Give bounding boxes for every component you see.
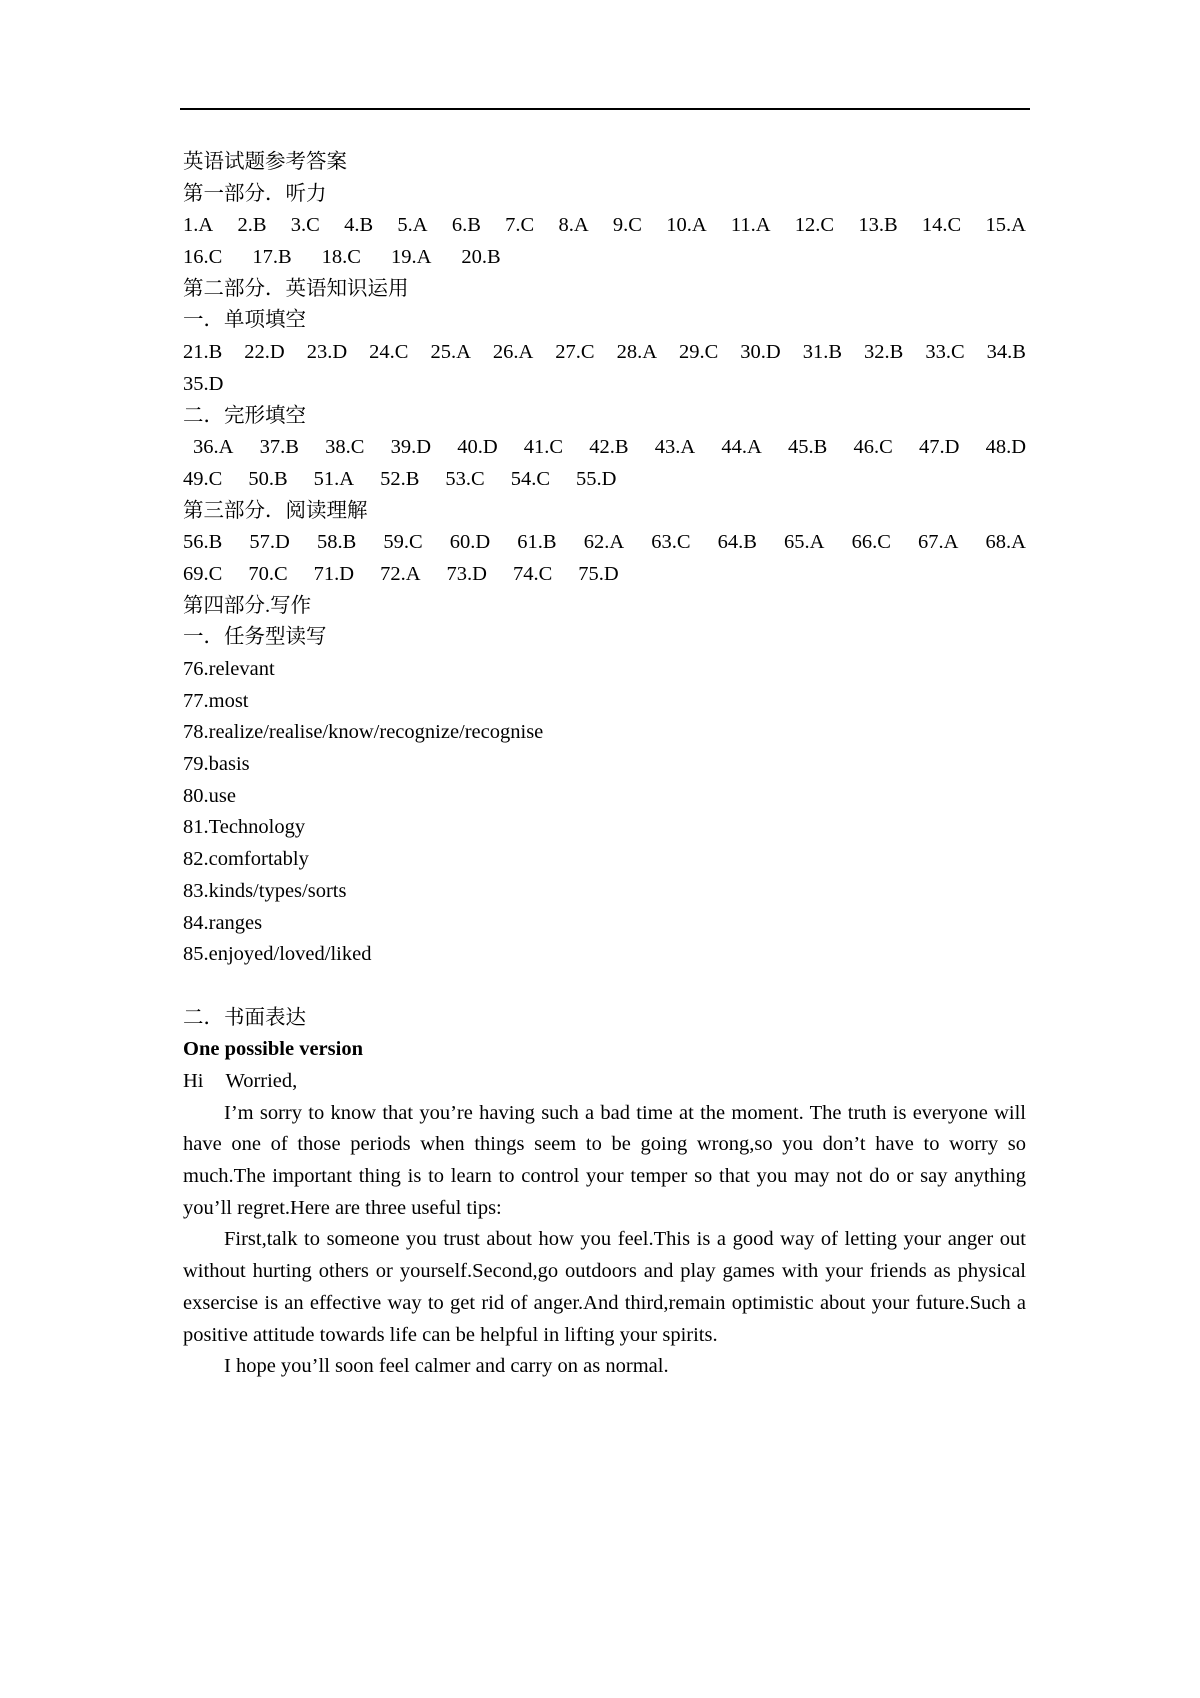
answer-item: 13.B — [858, 214, 898, 237]
answer-key-document — [183, 147, 1026, 1383]
part2-sec2-heading: 二．完形填空 — [183, 404, 306, 427]
answer-item: 4.B — [344, 214, 374, 237]
task-answer-item: 83.kinds/types/sorts — [183, 879, 347, 902]
answer-item: 17.B — [252, 246, 292, 269]
answer-item: 31.B — [802, 341, 843, 364]
answer-item: 34.B — [986, 341, 1026, 364]
answer-item: 29.C — [679, 341, 719, 364]
answer-item: 74.C — [512, 562, 553, 585]
answer-item: 8.A — [558, 214, 589, 237]
answer-item: 20.B — [461, 246, 501, 269]
answer-item: 56.B — [183, 531, 223, 554]
part3-heading: 第三部分．阅读理解 — [183, 499, 368, 522]
answer-item: 2.B — [237, 214, 267, 237]
answer-item: 62.A — [583, 531, 625, 554]
answer-item: 57.D — [249, 531, 290, 554]
answer-item: 61.B — [517, 531, 557, 554]
part3-answers-row1 — [183, 527, 1026, 559]
answer-item: 63.C — [651, 531, 691, 554]
part1-answers-row1 — [183, 210, 1026, 242]
answer-item: 47.D — [918, 436, 960, 459]
answer-item: 37.B — [259, 436, 299, 459]
letter-paragraph: I’m sorry to know that you’re having such a bad time at the moment. The truth is everyone will have one of those periods when things seem to be going wrong,so you don’t have to worry so much.The important thing is to learn to control your temper so that you may not do or say anything you’ll regret.Here are three useful tips: — [183, 1101, 1026, 1219]
answer-item: 53.C — [445, 467, 485, 490]
answer-item: 25.A — [430, 341, 471, 364]
answer-item: 21.B — [183, 341, 223, 364]
answer-item: 18.C — [321, 246, 361, 269]
answer-item: 5.A — [397, 214, 428, 237]
answer-item: 38.C — [325, 436, 365, 459]
blank-line — [183, 971, 1026, 1003]
answer-item: 36.A — [193, 436, 234, 459]
answer-item: 14.C — [921, 214, 962, 237]
task-answer-item: 79.basis — [183, 753, 250, 776]
answer-item: 69.C — [183, 562, 223, 585]
answer-item: 19.A — [390, 246, 432, 269]
answer-item: 55.D — [576, 467, 617, 490]
answer-item: 49.C — [183, 467, 223, 490]
answer-item: 41.C — [523, 436, 564, 459]
answer-item: 64.B — [717, 531, 757, 554]
part2-heading: 第二部分．英语知识运用 — [183, 277, 409, 300]
answer-item: 43.A — [654, 436, 696, 459]
task-answer-item: 84.ranges — [183, 911, 263, 934]
answer-item: 68.A — [985, 531, 1026, 554]
answer-item: 30.D — [740, 341, 781, 364]
part2-sec1-heading: 一．单项填空 — [183, 309, 306, 332]
answer-item: 59.C — [383, 531, 423, 554]
answer-item: 33.C — [925, 341, 965, 364]
task-answer-item: 81.Technology — [183, 816, 306, 839]
answer-item: 44.A — [721, 436, 762, 459]
part2-sec2-answers-row1 — [183, 432, 1026, 464]
answer-item: 51.A — [313, 467, 355, 490]
letter-greeting — [183, 1066, 1026, 1098]
answer-item: 48.D — [985, 436, 1026, 459]
answer-item: 50.B — [248, 467, 288, 490]
answer-item: 24.C — [369, 341, 409, 364]
answer-item: 72.A — [380, 562, 421, 585]
answer-item: 7.C — [505, 214, 535, 237]
letter-paragraph: I hope you’ll soon feel calmer and carry on as normal. — [224, 1355, 669, 1378]
answer-item: 27.C — [555, 341, 595, 364]
part4-sec1-heading: 一．任务型读写 — [183, 626, 327, 649]
answer-item: 73.D — [446, 562, 487, 585]
part4-sec2-heading: 二．书面表达 — [183, 1006, 306, 1029]
part2-sec1-answers-row2 — [183, 369, 1026, 401]
answer-item: 23.D — [306, 341, 348, 364]
task-answer-item: 77.most — [183, 689, 249, 712]
answer-item: 40.D — [457, 436, 498, 459]
answer-item: 45.B — [787, 436, 828, 459]
task-answer-item: 80.use — [183, 784, 236, 807]
header-rule — [180, 108, 1030, 110]
task-answer-item: 76.relevant — [183, 658, 275, 680]
answer-item: 1.A — [183, 214, 214, 237]
answer-item: 75.D — [578, 562, 619, 585]
part3-answers-row2 — [183, 559, 1026, 591]
answer-item: 58.B — [316, 531, 357, 554]
answer-item: 70.C — [248, 562, 288, 585]
part2-sec2-answers-row2 — [183, 464, 1026, 496]
answer-item: 66.C — [851, 531, 891, 554]
answer-item: 67.A — [917, 531, 959, 554]
task-answer-item: 85.enjoyed/loved/liked — [183, 943, 372, 966]
task-reading-answers — [183, 654, 1026, 971]
answer-item: 9.C — [612, 214, 642, 237]
answer-item: 11.A — [730, 214, 771, 237]
answer-item: 16.C — [183, 246, 223, 269]
answer-item: 22.D — [244, 341, 285, 364]
task-answer-item: 78.realize/realise/know/recognize/recognise — [183, 721, 544, 744]
answer-item: 26.A — [492, 341, 534, 364]
answer-item: 42.B — [589, 436, 629, 459]
letter-body — [183, 1098, 1026, 1383]
document-title: 英语试题参考答案 — [183, 151, 347, 173]
answer-item: 46.C — [853, 436, 893, 459]
answer-item: 60.D — [449, 531, 491, 554]
version-label: One possible version — [183, 1038, 363, 1061]
answer-item: 39.D — [390, 436, 432, 459]
greeting-name: Worried, — [225, 1069, 298, 1092]
greeting-hi: Hi — [183, 1069, 204, 1092]
answer-item: 28.A — [616, 341, 658, 364]
part2-sec1-answers-row1 — [183, 337, 1026, 369]
answer-item: 12.C — [794, 214, 835, 237]
answer-item: 6.B — [451, 214, 481, 237]
answer-item: 71.D — [313, 562, 355, 585]
answer-item: 35.D — [183, 372, 224, 395]
letter-paragraph: First,talk to someone you trust about how you feel.This is a good way of letting your anger out without hurting others or yourself.Second,go outdoors and play games with your friends as physical exsercise is an effective way to get rid of anger.And third,remain optimistic about your future.Such a positive attitude towards life can be helpful in lifting your spirits. — [183, 1228, 1026, 1346]
part1-answers-row2 — [183, 242, 1026, 274]
answer-item: 32.B — [864, 341, 904, 364]
answer-item: 65.A — [784, 531, 825, 554]
answer-item: 10.A — [666, 214, 707, 237]
part4-heading: 第四部分.写作 — [183, 594, 312, 617]
answer-item: 54.C — [510, 467, 550, 490]
task-answer-item: 82.comfortably — [183, 848, 309, 871]
answer-item: 15.A — [985, 214, 1026, 237]
answer-item: 52.B — [380, 467, 420, 490]
answer-item: 3.C — [290, 214, 320, 237]
part1-heading: 第一部分．听力 — [183, 182, 327, 205]
